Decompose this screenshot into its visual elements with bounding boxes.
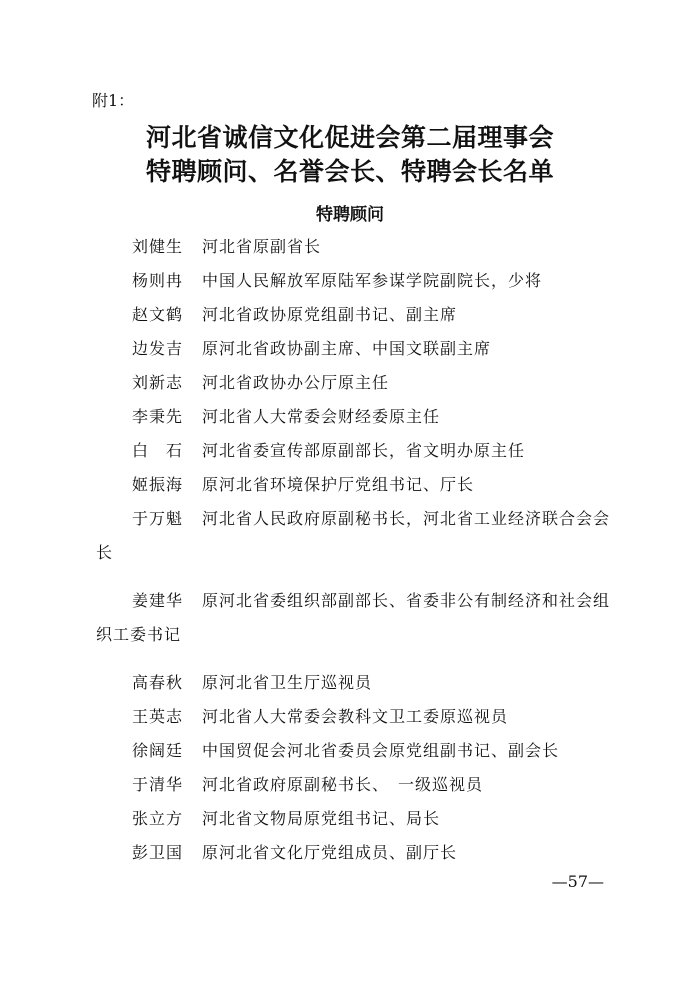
person-title: 河北省委宣传部原副部长，省文明办原主任	[202, 441, 526, 460]
advisor-list	[96, 230, 616, 870]
list-item	[96, 264, 616, 298]
person-title: 原河北省政协副主席、中国文联副主席	[202, 339, 492, 358]
person-name: 于万魁	[132, 509, 184, 528]
person-title: 中国人民解放军原陆军参谋学院副院长，少将	[202, 271, 543, 290]
list-item	[96, 734, 616, 768]
list-item	[96, 768, 616, 802]
person-name: 赵文鹤	[132, 305, 184, 324]
person-name: 杨则冉	[132, 271, 184, 290]
list-item	[96, 434, 616, 468]
list-item	[96, 502, 616, 570]
person-title: 原河北省环境保护厅党组书记、厅长	[202, 475, 475, 494]
person-title: 河北省政府原副秘书长、 一级巡视员	[202, 775, 484, 794]
section-heading: 特聘顾问	[316, 205, 384, 225]
list-item	[96, 366, 616, 400]
person-title: 河北省原副省长	[202, 237, 322, 256]
list-item	[96, 584, 616, 652]
person-title: 河北省文物局原党组书记、局长	[202, 809, 441, 828]
list-item	[96, 332, 616, 366]
list-item	[96, 298, 616, 332]
person-name: 张立方	[132, 809, 184, 828]
person-name: 刘健生	[132, 237, 184, 256]
list-item	[96, 468, 616, 502]
person-title: 中国贸促会河北省委员会原党组副书记、副会长	[202, 741, 560, 760]
person-title: 河北省人大常委会财经委原主任	[202, 407, 441, 426]
person-name: 姜建华	[132, 591, 184, 610]
person-title: 原河北省文化厅党组成员、副厅长	[202, 843, 458, 862]
annex-label: 附1：	[92, 91, 135, 110]
person-name: 彭卫国	[132, 843, 184, 862]
person-title: 河北省人大常委会教科文卫工委原巡视员	[202, 707, 509, 726]
person-name: 徐阔廷	[132, 741, 184, 760]
person-title: 河北省政协原党组副书记、副主席	[202, 305, 458, 324]
person-name: 高春秋	[132, 673, 184, 692]
document-title-line-2: 特聘顾问、名誉会长、特聘会长名单	[145, 157, 554, 186]
person-title: 原河北省委组织部副部长、省委非公有制经济和社会组织工委书记	[96, 591, 611, 644]
document-title-line-1: 河北省诚信文化促进会第二届理事会	[145, 123, 554, 152]
person-name: 王英志	[132, 707, 184, 726]
person-name: 刘新志	[132, 373, 184, 392]
list-item	[96, 400, 616, 434]
list-item	[96, 802, 616, 836]
person-name: 李秉先	[132, 407, 184, 426]
person-name: 于清华	[132, 775, 184, 794]
person-title: 河北省人民政府原副秘书长，河北省工业经济联合会会长	[96, 509, 611, 562]
person-title: 河北省政协办公厅原主任	[202, 373, 390, 392]
page-number: —57—	[551, 872, 604, 891]
person-name: 白 石	[132, 441, 184, 460]
person-name: 姬振海	[132, 475, 184, 494]
person-title: 原河北省卫生厅巡视员	[202, 673, 373, 692]
list-item	[96, 666, 616, 700]
list-item	[96, 700, 616, 734]
list-item	[96, 836, 616, 870]
person-name: 边发吉	[132, 339, 184, 358]
list-item	[96, 230, 616, 264]
